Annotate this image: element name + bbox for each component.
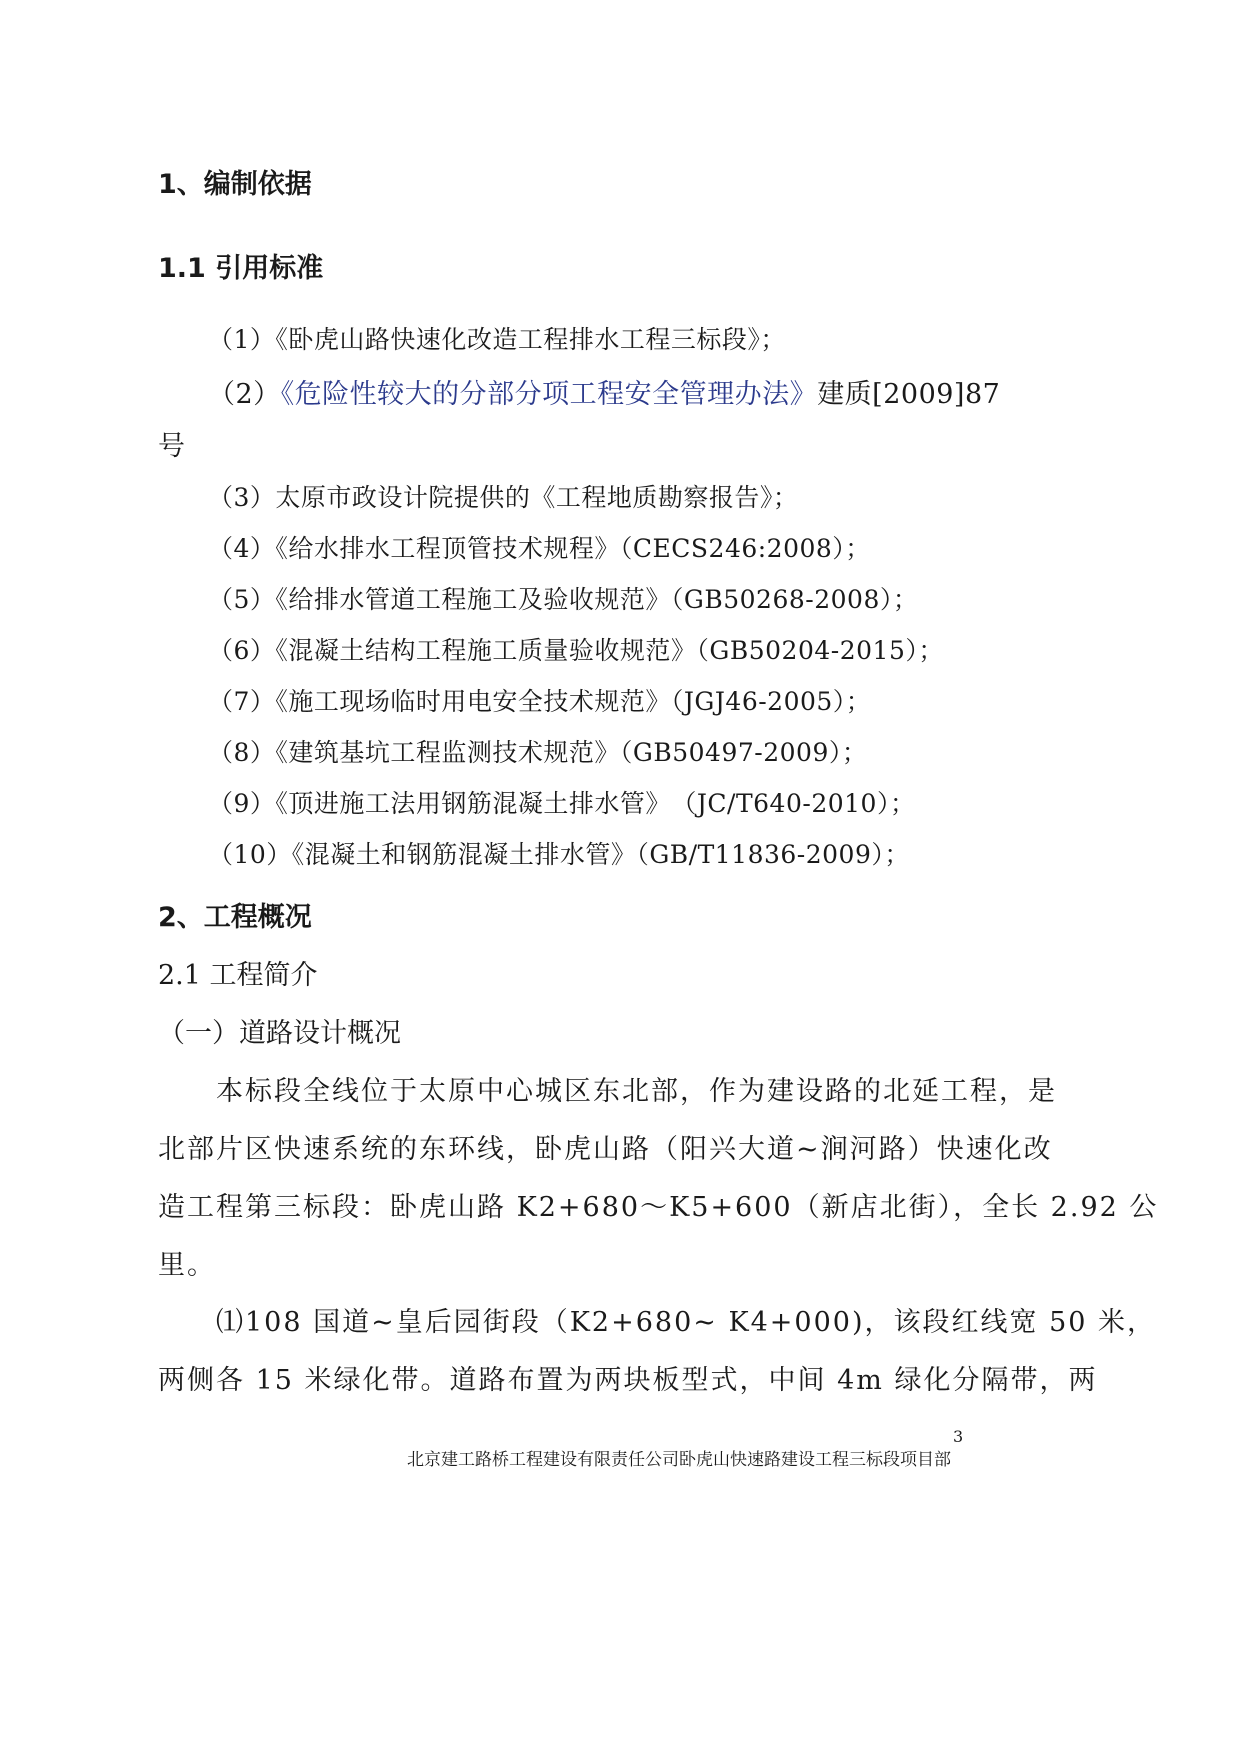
paragraph-1-line-2: 北部片区快速系统的东环线，卧虎山路（阳兴大道~涧河路）快速化改 <box>158 1134 1053 1165</box>
footer-company: 北京建工路桥工程建设有限责任公司卧虎山快速路建设工程三标段项目部 <box>407 1450 951 1470</box>
paragraph-2-line-2: 两侧各 15 米绿化带。道路布置为两块板型式，中间 4m 绿化分隔带，两 <box>158 1365 1098 1396</box>
section-heading-2: 2、工程概况 <box>158 902 312 933</box>
reference-item-3: （3）太原市政设计院提供的《工程地质勘察报告》； <box>208 483 799 512</box>
reference-item-2-suffix: 建质[2009]87 <box>817 379 1001 410</box>
reference-item-10: （10）《混凝土和钢筋混凝土排水管》（GB/T11836-2009）； <box>208 840 910 869</box>
section-heading-1: 1、编制依据 <box>158 169 312 200</box>
reference-item-2-continuation: 号 <box>158 431 186 462</box>
reference-item-7: （7）《施工现场临时用电安全技术规范》（JGJ46-2005）； <box>208 687 872 716</box>
reference-item-9: （9）《顶进施工法用钢筋混凝土排水管》 （JC/T640-2010）； <box>208 789 916 818</box>
page-number: 3 <box>953 1427 964 1446</box>
reference-item-1: （1）《卧虎山路快速化改造工程排水工程三标段》； <box>208 325 786 354</box>
reference-item-2-title: 《危险性较大的分部分项工程安全管理办法》 <box>280 379 818 410</box>
reference-item-6: （6）《混凝土结构工程施工质量验收规范》（GB50204-2015）； <box>208 636 944 665</box>
paragraph-1-line-4: 里。 <box>158 1250 216 1281</box>
reference-item-2 <box>208 372 1000 411</box>
reference-item-4: （4）《给水排水工程顶管技术规程》（CECS246:2008）； <box>208 534 871 563</box>
paragraph-1-line-1: 本标段全线位于太原中心城区东北部，作为建设路的北延工程，是 <box>158 1076 1057 1107</box>
reference-item-5: （5）《给排水管道工程施工及验收规范》（GB50268-2008）； <box>208 585 919 614</box>
subsection-heading-1: （一）道路设计概况 <box>158 1018 401 1049</box>
reference-item-8: （8）《建筑基坑工程监测技术规范》（GB50497-2009）； <box>208 738 868 767</box>
section-heading-1-1: 1.1 引用标准 <box>158 253 324 284</box>
section-heading-2-1: 2.1 工程简介 <box>158 960 318 991</box>
reference-item-2-prefix: （2） <box>208 379 281 410</box>
paragraph-2-line-1: ⑴108 国道~皇后园街段（K2+680~ K4+000)，该段红线宽 50 米， <box>158 1307 1157 1338</box>
paragraph-1-line-3: 造工程第三标段：卧虎山路 K2+680～K5+600（新店北街），全长 2.92 公 <box>158 1192 1159 1223</box>
